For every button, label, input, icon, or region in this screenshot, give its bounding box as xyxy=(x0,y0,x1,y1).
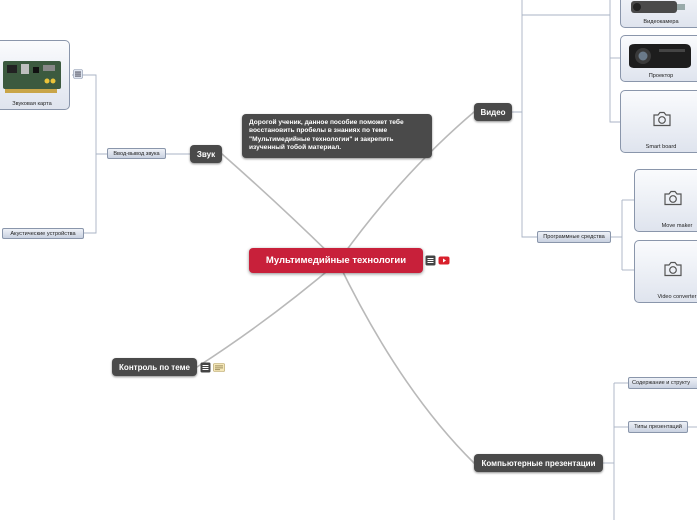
subtopic-acoustic[interactable] xyxy=(2,228,84,239)
card-video-converter[interactable] xyxy=(634,240,697,303)
card-movie-maker[interactable] xyxy=(634,169,697,232)
branch-video-label: Видео xyxy=(480,107,506,117)
branch-control[interactable] xyxy=(112,358,197,376)
notes-icon[interactable] xyxy=(200,362,211,373)
youtube-icon[interactable] xyxy=(438,255,450,266)
branch-video[interactable] xyxy=(474,103,512,121)
card-sound-card[interactable] xyxy=(0,40,70,110)
card-camcorder-label: Видеокамера xyxy=(643,19,679,25)
subtopic-software[interactable] xyxy=(537,231,611,243)
card-camcorder[interactable] xyxy=(620,0,697,28)
intro-note-text: Дорогой ученик, данное пособие поможет тебе восстановить пробелы в знаниях по теме "Мультимедийные технологии" и закрепить изученный тобой материал. xyxy=(249,119,404,152)
notes-icon[interactable] xyxy=(73,69,83,79)
projector-image xyxy=(625,40,695,70)
camera-placeholder-icon xyxy=(663,261,683,277)
card-movie-maker-label: Move maker xyxy=(661,223,693,229)
attachment-icon[interactable] xyxy=(213,362,225,373)
subtopic-content-label: Содержание и структу xyxy=(632,380,691,386)
branch-sound[interactable] xyxy=(190,145,222,163)
sound-card-image xyxy=(1,47,63,97)
subtopic-content[interactable] xyxy=(628,377,697,389)
branch-sound-label: Звук xyxy=(196,149,216,159)
card-sound-card-label: Звуковая карта xyxy=(12,101,52,107)
central-topic[interactable] xyxy=(249,248,423,273)
camera-placeholder-icon xyxy=(652,111,672,127)
intro-note[interactable] xyxy=(242,114,432,158)
subtopic-sound-io-label: Ввод-вывод звука xyxy=(113,150,160,157)
card-projector-label: Проектор xyxy=(648,73,674,79)
central-topic-label: Мультимедийные технологии xyxy=(265,255,407,266)
subtopic-acoustic-label: Акустические устройства xyxy=(10,230,76,237)
subtopic-types-label: Типы презентаций xyxy=(634,424,682,430)
card-smart-board-label: Smart board xyxy=(645,144,677,150)
camera-placeholder-icon xyxy=(663,190,683,206)
card-projector[interactable] xyxy=(620,35,697,82)
subtopic-sound-io[interactable] xyxy=(107,148,166,159)
subtopic-software-label: Программные средства xyxy=(543,234,605,240)
card-video-converter-label: Video converter xyxy=(657,294,697,300)
notes-icon[interactable] xyxy=(425,255,436,266)
subtopic-types[interactable] xyxy=(628,421,688,433)
branch-control-label: Контроль по теме xyxy=(119,362,190,372)
camcorder-image xyxy=(627,0,687,15)
card-smart-board[interactable] xyxy=(620,90,697,153)
branch-presentations[interactable] xyxy=(474,454,603,472)
branch-presentations-label: Компьютерные презентации xyxy=(481,458,596,468)
